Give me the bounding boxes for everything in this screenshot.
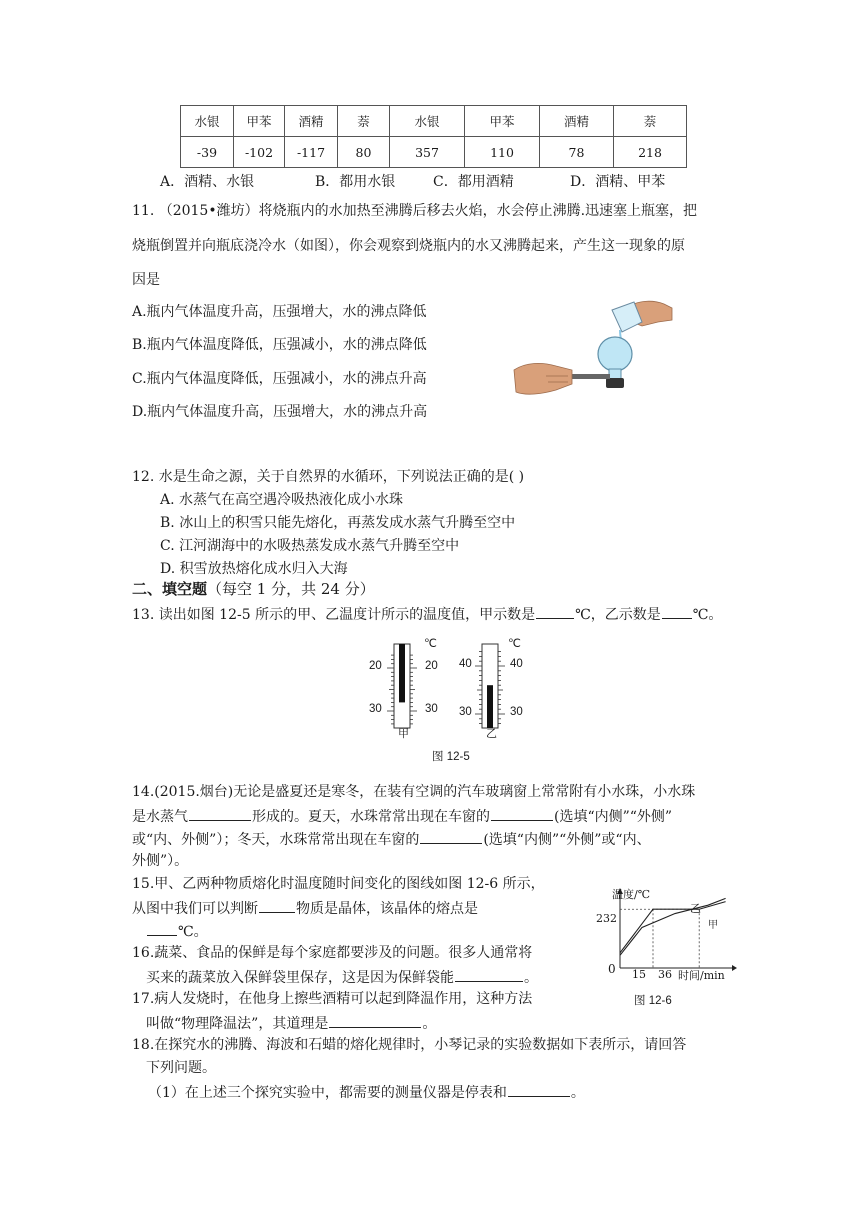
table-cell: 酒精: [285, 106, 338, 137]
q16-line-2: [146, 966, 538, 988]
q13-text-b: ℃，乙示数是: [575, 607, 661, 623]
chart-y-tick-label: 232: [596, 912, 617, 925]
q12-option-d: D. 积雪放热熔化成水归入大海: [160, 561, 348, 577]
chart-series-label-jia: 甲: [708, 920, 718, 931]
q16-line-1: 16.蔬菜、食品的保鲜是每个家庭都要涉及的问题。很多人通常将: [132, 945, 533, 961]
table-cell: 357: [390, 137, 465, 168]
q12-option-b: B. 冰山上的积雪只能先熔化，再蒸发成水蒸气升腾至空中: [160, 515, 516, 531]
q12-stem: 12. 水是生命之源，关于自然界的水循环，下列说法正确的是( ): [132, 469, 525, 485]
table-cell: 80: [338, 137, 390, 168]
q14-text: 是水蒸气: [132, 809, 188, 825]
q14-text: 或“内、外侧”）；冬天，水珠常常出现在车窗的: [132, 832, 420, 848]
q11-option-b: B.瓶内气体温度降低，压强减小，水的沸点降低: [132, 337, 427, 353]
q13-blank-jia[interactable]: [536, 603, 574, 619]
q10-option-c: C．都用酒精: [433, 174, 514, 190]
table-cell: 78: [540, 137, 614, 168]
q15-blank-2[interactable]: [147, 920, 177, 936]
q13-stem: [132, 603, 722, 625]
q16-blank[interactable]: [455, 966, 523, 982]
table-row: [181, 106, 687, 137]
thermometer-yi-tick-label: 40: [459, 658, 472, 670]
table-cell: 酒精: [540, 106, 614, 137]
thermometer-liquid-column: [399, 644, 405, 702]
q15-line-2: [132, 897, 478, 919]
q13-text-a: 13. 读出如图 12-5 所示的甲、乙温度计所示的温度值，甲示数是: [132, 607, 536, 623]
section-heading: [132, 579, 375, 599]
q10-option-a: A．酒精、水银: [160, 174, 255, 190]
table-cell: 萘: [614, 106, 687, 137]
q15-text: 物质是晶体，该晶体的熔点是: [296, 901, 478, 917]
thermometer-jia-tick-label: 30: [425, 703, 438, 715]
table-cell: 甲苯: [465, 106, 540, 137]
table-cell: 萘: [338, 106, 390, 137]
table-cell: 水银: [390, 106, 465, 137]
q11-stem-line-3: 因是: [132, 272, 160, 288]
thermometer-jia-tick-label: 20: [425, 660, 438, 672]
thermometer-jia-tick-label: 20: [369, 660, 382, 672]
chart-series-label-yi: 乙: [690, 902, 701, 915]
table-cell: -102: [234, 137, 285, 168]
table-cell: 218: [614, 137, 687, 168]
q17-blank[interactable]: [329, 1012, 421, 1028]
q18-text: 。: [570, 1085, 585, 1101]
q10-option-b: B．都用水银: [315, 174, 396, 190]
chart-x-tick-label: 36: [658, 968, 672, 981]
chart-x-tick-label: 15: [632, 968, 646, 981]
thermometer-yi-unit: ℃: [508, 638, 521, 650]
chart-xlabel: 时间/min: [678, 969, 725, 982]
q15-line-3: [146, 920, 208, 942]
q14-text: (选填“内侧”“外侧”或“内、: [483, 832, 651, 848]
thermometer-jia-unit: ℃: [424, 638, 437, 650]
thermometer-yi-tick-label: 30: [459, 706, 472, 718]
q14-blank-3[interactable]: [420, 828, 482, 844]
table-cell: 甲苯: [234, 106, 285, 137]
table-cell: 水银: [181, 106, 234, 137]
q18-text: （1）在上述三个探究实验中，都需要的测量仪器是停表和: [148, 1085, 507, 1101]
thermometer-yi-tick-label: 30: [510, 706, 523, 718]
q14-line-1: 14.(2015.烟台)无论是盛夏还是寒冬，在装有空调的汽车玻璃窗上常常附有小水珠，小水珠: [132, 784, 696, 800]
q17-text: 叫做“物理降温法”，其道理是: [146, 1016, 329, 1032]
q17-line-1: 17.病人发烧时，在他身上擦些酒精可以起到降温作用，这种方法: [132, 991, 533, 1007]
boiling-melting-table: [180, 105, 687, 168]
figure-caption-12-6: 图 12-6: [634, 995, 672, 1007]
chart-ylabel: 温度/℃: [612, 888, 651, 901]
q18-line-3: [148, 1081, 585, 1103]
thermometer-liquid-column: [487, 685, 493, 728]
q14-line-4: 外侧”）。: [132, 853, 189, 869]
q13-blank-yi[interactable]: [662, 603, 692, 619]
thermometer-yi-label: 乙: [486, 727, 497, 740]
q14-blank-2[interactable]: [491, 805, 553, 821]
q11-stem-line-2: 烧瓶倒置并向瓶底浇冷水（如图），你会观察到烧瓶内的水又沸腾起来，产生这一现象的原: [132, 238, 685, 254]
figure-caption-12-5: 图 12-5: [432, 751, 470, 763]
q15-text: 从图中我们可以判断: [132, 901, 258, 917]
thermometer-drawing: [362, 636, 532, 740]
q15-text: ℃。: [178, 924, 208, 940]
table-cell: -39: [181, 137, 234, 168]
section-note: （每空 1 分，共 24 分）: [207, 580, 375, 598]
q15-line-1: 15.甲、乙两种物质熔化时温度随时间变化的图线如图 12-6 所示，: [132, 876, 545, 892]
thermometer-yi-tick-label: 40: [510, 658, 523, 670]
q11-stem-line-1: 11. （2015•潍坊）将烧瓶内的水加热至沸腾后移去火焰，水会停止沸腾.迅速塞上瓶塞，把: [132, 203, 698, 219]
q14-line-2: [132, 805, 672, 827]
thermometer-jia-label: 甲: [398, 727, 409, 740]
q18-line-2: 下列问题。: [146, 1060, 216, 1076]
thermometer-yi-scale: [475, 644, 505, 728]
table-cell: 110: [465, 137, 540, 168]
section-title: 二、填空题: [132, 580, 208, 598]
q18-blank[interactable]: [508, 1081, 570, 1097]
thermometer-jia-tick-label: 30: [369, 703, 382, 715]
q17-line-2: [146, 1012, 436, 1034]
table-row: [181, 137, 687, 168]
q17-text: 。: [422, 1016, 437, 1032]
q11-option-c: C.瓶内气体温度降低，压强减小，水的沸点升高: [132, 371, 427, 387]
q11-option-a: A.瓶内气体温度升高，压强增大，水的沸点降低: [132, 304, 427, 320]
q14-blank-1[interactable]: [189, 805, 251, 821]
q16-text: 买来的蔬菜放入保鲜袋里保存，这是因为保鲜袋能: [146, 970, 454, 986]
q14-text: 形成的。夏天，水珠常常出现在车窗的: [252, 809, 490, 825]
q12-option-c: C. 江河湖海中的水吸热蒸发成水蒸气升腾至空中: [160, 538, 460, 554]
thermometer-figure: [362, 636, 532, 766]
q10-option-d: D．酒精、甲苯: [570, 174, 666, 190]
q14-line-3: [132, 828, 651, 850]
thermometer-jia-scale: [387, 644, 417, 728]
q11-option-d: D.瓶内气体温度升高，压强增大，水的沸点升高: [132, 404, 428, 420]
q16-text: 。: [524, 970, 538, 986]
chart-x-arrow: [732, 965, 737, 971]
q15-blank-1[interactable]: [259, 897, 295, 913]
q13-text-c: ℃。: [692, 607, 723, 623]
q12-option-a: A. 水蒸气在高空遇冷吸热液化成小水珠: [160, 492, 404, 508]
melting-chart-figure: [590, 882, 740, 1010]
q14-text: (选填“内侧”“外侧”: [554, 809, 673, 825]
q18-line-1: 18.在探究水的沸腾、海波和石蜡的熔化规律时，小琴记录的实验数据如下表所示，请回答: [132, 1037, 687, 1053]
flask-illustration: [512, 292, 674, 402]
chart-origin-label: 0: [608, 962, 616, 976]
table-cell: -117: [285, 137, 338, 168]
